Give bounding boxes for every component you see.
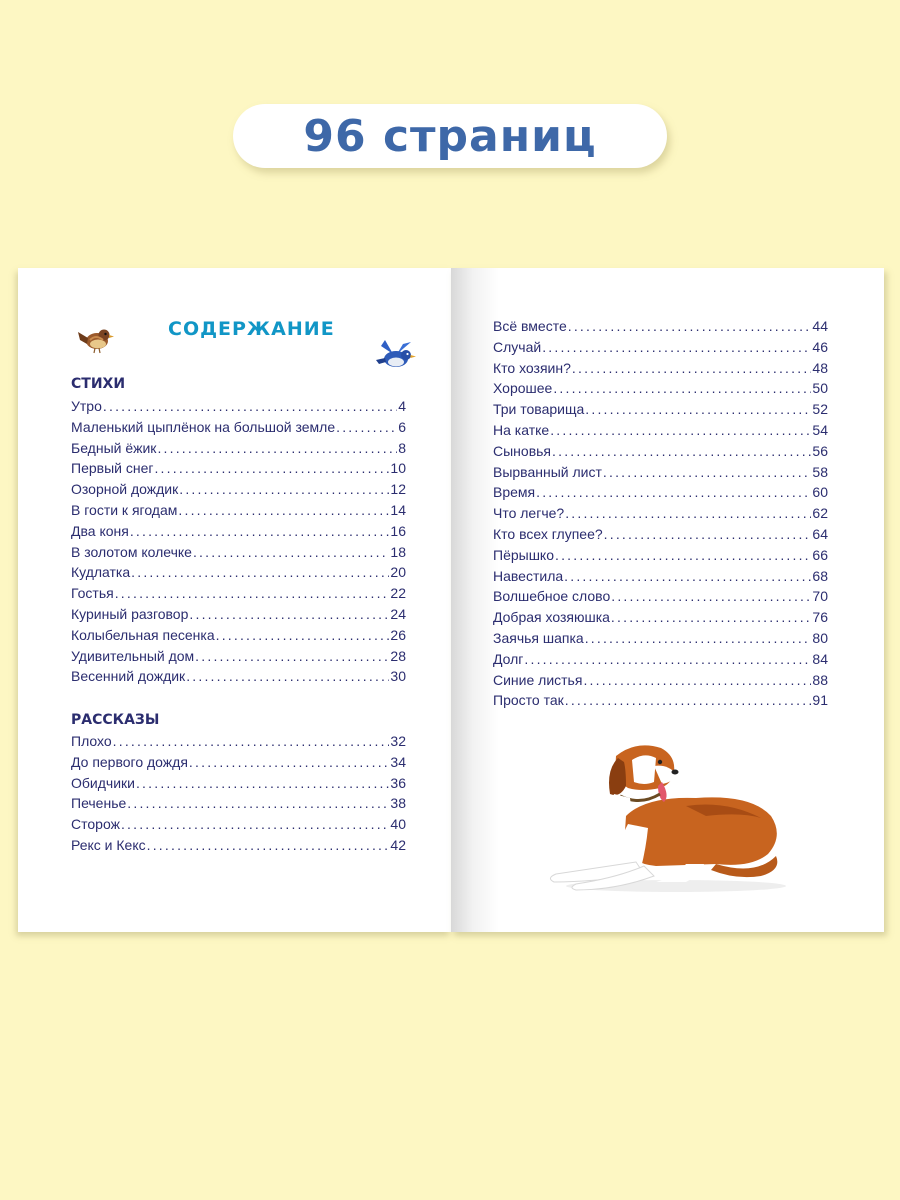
- toc-entry-story: [493, 505, 828, 526]
- toc-entry-poem: [71, 606, 406, 627]
- toc-entry-page: 68: [812, 567, 828, 584]
- section-heading-stories: РАССКАЗЫ: [71, 712, 160, 728]
- toc-entry-title: Печенье: [71, 795, 127, 812]
- toc-entry-page: 60: [812, 484, 828, 501]
- dot-leader: [216, 627, 390, 643]
- toc-entry-story: [493, 422, 828, 443]
- toc-entry-story: [493, 380, 828, 401]
- toc-entry-title: Заячья шапка: [493, 629, 584, 646]
- toc-entry-poem: [71, 544, 406, 565]
- dot-leader: [565, 692, 812, 708]
- toc-entry-poem: [71, 523, 406, 544]
- toc-entry-title: Просто так: [493, 692, 564, 709]
- toc-entry-title: Кудлатка: [71, 564, 131, 581]
- dot-leader: [568, 318, 812, 334]
- section-heading-poems: СТИХИ: [71, 376, 126, 392]
- toc-entry-story: [493, 651, 828, 672]
- dot-leader: [189, 754, 390, 770]
- dot-leader: [179, 481, 389, 497]
- toc-entry-page: 46: [812, 338, 828, 355]
- toc-entry-story: [493, 464, 828, 485]
- toc-entry-poem: [71, 481, 406, 502]
- toc-entry-page: 84: [812, 650, 828, 667]
- toc-entry-title: Сторож: [71, 816, 120, 833]
- toc-entry-title: Первый снег: [71, 460, 154, 477]
- dot-leader: [147, 837, 390, 853]
- dot-leader: [115, 585, 390, 601]
- toc-entry-story: [493, 484, 828, 505]
- toc-entry-story: [493, 609, 828, 630]
- dot-leader: [157, 440, 397, 456]
- toc-entry-poem: [71, 564, 406, 585]
- toc-entry-title: Обидчики: [71, 774, 135, 791]
- dot-leader: [555, 547, 811, 563]
- toc-entry-title: Утро: [71, 398, 102, 414]
- toc-entry-page: 58: [812, 463, 828, 480]
- saint-bernard-illustration: [536, 736, 796, 894]
- toc-entry-title: Синие листья: [493, 671, 583, 688]
- dot-leader: [565, 505, 811, 521]
- dot-leader: [178, 502, 389, 518]
- dot-leader: [604, 526, 812, 542]
- toc-entry-title: До первого дождя: [71, 753, 188, 770]
- toc-entry-page: 40: [390, 816, 406, 833]
- toc-entry-title: В гости к ягодам: [71, 501, 178, 518]
- dot-leader: [103, 398, 397, 414]
- toc-entry-story: [493, 526, 828, 547]
- toc-entry-page: 91: [812, 692, 828, 709]
- toc-entry-title: Удивительный дом: [71, 647, 195, 664]
- toc-entry-story: [493, 588, 828, 609]
- toc-entry-page: 50: [812, 380, 828, 397]
- toc-entry-page: 26: [390, 626, 406, 643]
- toc-entry-page: 44: [812, 318, 828, 334]
- toc-entry-page: 16: [390, 522, 406, 539]
- toc-entry-page: 8: [398, 439, 406, 456]
- toc-entry-page: 88: [812, 671, 828, 688]
- toc-entry-page: 28: [390, 647, 406, 664]
- toc-entry-title: Волшебное слово: [493, 588, 611, 605]
- toc-entry-page: 80: [812, 629, 828, 646]
- toc-entry-title: Навестила: [493, 567, 564, 584]
- toc-list-continued: [493, 318, 828, 713]
- toc-entry-title: Маленький цыплёнок на большой земле: [71, 418, 336, 435]
- dot-leader: [542, 339, 811, 355]
- toc-entry-page: 62: [812, 505, 828, 522]
- left-page: [18, 268, 451, 932]
- toc-entry-page: 12: [390, 481, 406, 498]
- toc-entry-title: На катке: [493, 421, 550, 438]
- dot-leader: [603, 464, 812, 480]
- toc-entry-title: Долг: [493, 650, 524, 667]
- toc-entry-poem: [71, 585, 406, 606]
- toc-entry-title: Озорной дождик: [71, 481, 179, 498]
- toc-entry-page: 22: [390, 585, 406, 602]
- toc-entry-poem: [71, 460, 406, 481]
- toc-entry-title: Гостья: [71, 585, 114, 602]
- dot-leader: [195, 648, 389, 664]
- toc-entry-poem: [71, 627, 406, 648]
- dot-leader: [127, 795, 389, 811]
- pages-count-banner: [233, 104, 667, 168]
- toc-entry-page: 42: [390, 836, 406, 853]
- dot-leader: [130, 523, 390, 539]
- toc-entry-title: Случай: [493, 338, 542, 355]
- banner-text: 96 страниц: [303, 110, 597, 162]
- toc-entry-title: Что легче?: [493, 505, 565, 522]
- toc-entry-poem: [71, 419, 406, 440]
- toc-entry-page: 64: [812, 525, 828, 542]
- toc-entry-page: 14: [390, 501, 406, 518]
- toc-entry-page: 20: [390, 564, 406, 581]
- toc-entry-page: 4: [398, 398, 406, 414]
- toc-entry-page: 66: [812, 546, 828, 563]
- dot-leader: [524, 651, 811, 667]
- toc-entry-story: [493, 692, 828, 713]
- toc-entry-title: Весенний дождик: [71, 668, 186, 685]
- dot-leader: [113, 733, 390, 749]
- toc-title: СОДЕРЖАНИЕ: [168, 318, 335, 340]
- dot-leader: [154, 460, 389, 476]
- dot-leader: [611, 609, 812, 625]
- dot-leader: [336, 419, 397, 435]
- dot-leader: [553, 380, 811, 396]
- toc-entry-story: [71, 837, 406, 858]
- toc-entry-title: Куриный разговор: [71, 605, 189, 622]
- toc-entry-page: 76: [812, 609, 828, 626]
- toc-entry-title: Время: [493, 484, 536, 501]
- toc-entry-title: Три товарища: [493, 401, 585, 418]
- dot-leader: [131, 564, 389, 580]
- toc-entry-title: Колыбельная песенка: [71, 626, 215, 643]
- toc-entry-page: 36: [390, 774, 406, 791]
- dot-leader: [552, 443, 811, 459]
- toc-entry-page: 32: [390, 733, 406, 749]
- toc-entry-poem: [71, 648, 406, 669]
- sparrow-icon: [76, 318, 116, 358]
- toc-entry-story: [493, 443, 828, 464]
- toc-entry-story: [71, 754, 406, 775]
- toc-entry-story: [493, 339, 828, 360]
- dot-leader: [611, 588, 811, 604]
- right-page: [451, 268, 884, 932]
- toc-entry-poem: [71, 398, 406, 419]
- toc-entry-story: [493, 672, 828, 693]
- toc-entry-title: Бедный ёжик: [71, 439, 157, 456]
- toc-entry-story: [493, 568, 828, 589]
- toc-list-poems: [71, 398, 406, 689]
- dot-leader: [536, 484, 811, 500]
- toc-entry-title: Сыновья: [493, 442, 552, 459]
- dot-leader: [583, 672, 811, 688]
- toc-entry-title: Кто всех глупее?: [493, 525, 603, 542]
- dot-leader: [585, 401, 811, 417]
- toc-entry-title: Всё вместе: [493, 318, 567, 334]
- toc-entry-title: Рекс и Кекс: [71, 836, 146, 853]
- toc-entry-poem: [71, 668, 406, 689]
- toc-entry-page: 18: [390, 543, 406, 560]
- toc-entry-story: [493, 401, 828, 422]
- dot-leader: [572, 360, 812, 376]
- toc-entry-title: В золотом колечке: [71, 543, 192, 560]
- toc-entry-title: Плохо: [71, 733, 112, 749]
- toc-entry-poem: [71, 440, 406, 461]
- toc-entry-page: 6: [398, 418, 406, 435]
- toc-entry-page: 10: [390, 460, 406, 477]
- dot-leader: [121, 816, 389, 832]
- toc-entry-page: 38: [390, 795, 406, 812]
- toc-entry-story: [71, 795, 406, 816]
- toc-entry-story: [493, 547, 828, 568]
- dot-leader: [585, 630, 812, 646]
- toc-entry-story: [71, 816, 406, 837]
- dot-leader: [186, 668, 389, 684]
- dot-leader: [550, 422, 811, 438]
- dot-leader: [564, 568, 811, 584]
- toc-entry-page: 24: [390, 605, 406, 622]
- bluebird-icon: [375, 338, 417, 374]
- toc-entry-page: 56: [812, 442, 828, 459]
- toc-entry-story: [493, 360, 828, 381]
- toc-entry-page: 52: [812, 401, 828, 418]
- toc-entry-story: [71, 775, 406, 796]
- toc-entry-page: 70: [812, 588, 828, 605]
- toc-entry-page: 48: [812, 359, 828, 376]
- dot-leader: [136, 775, 389, 791]
- toc-entry-poem: [71, 502, 406, 523]
- toc-entry-title: Вырванный лист: [493, 463, 602, 480]
- toc-entry-title: Добрая хозяюшка: [493, 609, 610, 626]
- toc-entry-title: Кто хозяин?: [493, 359, 571, 376]
- toc-entry-title: Два коня: [71, 522, 129, 539]
- dot-leader: [189, 606, 389, 622]
- toc-entry-page: 54: [812, 421, 828, 438]
- dot-leader: [193, 544, 389, 560]
- toc-entry-page: 30: [390, 668, 406, 685]
- toc-entry-story: [493, 318, 828, 339]
- toc-entry-title: Пёрышко: [493, 546, 554, 563]
- toc-list-stories: [71, 733, 406, 858]
- toc-entry-title: Хорошее: [493, 380, 553, 397]
- book-spread: [18, 268, 884, 932]
- toc-entry-story: [493, 630, 828, 651]
- toc-entry-page: 34: [390, 753, 406, 770]
- toc-entry-story: [71, 733, 406, 754]
